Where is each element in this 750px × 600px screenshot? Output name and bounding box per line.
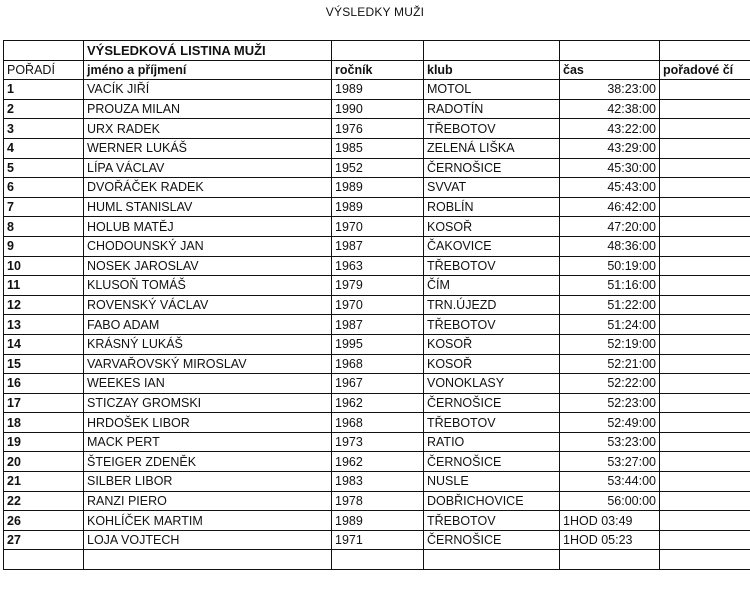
cell-order	[660, 295, 750, 315]
page-title: VÝSLEDKY MUŽI	[325, 5, 425, 19]
cell-club: SVVAT	[424, 178, 560, 198]
cell-name: NOSEK JAROSLAV	[84, 256, 332, 276]
table-row	[4, 432, 750, 452]
cell-rank: 8	[4, 217, 84, 237]
blank-cell	[424, 41, 560, 61]
cell-club: NUSLE	[424, 472, 560, 492]
table-row	[4, 530, 750, 550]
cell-club: ČERNOŠICE	[424, 530, 560, 550]
cell-club: RATIO	[424, 432, 560, 452]
cell-rank: 12	[4, 295, 84, 315]
blank-cell	[332, 550, 424, 570]
cell-order	[660, 197, 750, 217]
table-row	[4, 354, 750, 374]
cell-club: ČERNOŠICE	[424, 452, 560, 472]
cell-rank: 20	[4, 452, 84, 472]
list-heading-row	[4, 41, 750, 61]
table-row	[4, 158, 750, 178]
cell-year: 1962	[332, 393, 424, 413]
cell-order	[660, 119, 750, 139]
cell-year: 1970	[332, 217, 424, 237]
cell-club: ČAKOVICE	[424, 236, 560, 256]
blank-cell	[424, 550, 560, 570]
cell-order	[660, 256, 750, 276]
cell-order	[660, 138, 750, 158]
header-club: klub	[424, 60, 560, 80]
cell-year: 1985	[332, 138, 424, 158]
cell-order	[660, 472, 750, 492]
list-heading: VÝSLEDKOVÁ LISTINA MUŽI	[84, 41, 332, 61]
cell-order	[660, 276, 750, 296]
table-row	[4, 138, 750, 158]
cell-order	[660, 99, 750, 119]
cell-club: TRN.ÚJEZD	[424, 295, 560, 315]
cell-club: TŘEBOTOV	[424, 256, 560, 276]
cell-name: LOJA VOJTECH	[84, 530, 332, 550]
table-row	[4, 491, 750, 511]
cell-year: 1979	[332, 276, 424, 296]
cell-time: 42:38:00	[560, 99, 660, 119]
table-row	[4, 315, 750, 335]
cell-club: ČERNOŠICE	[424, 158, 560, 178]
cell-order	[660, 511, 750, 531]
cell-name: MACK PERT	[84, 432, 332, 452]
cell-time: 52:49:00	[560, 413, 660, 433]
table-row	[4, 119, 750, 139]
cell-rank: 9	[4, 236, 84, 256]
cell-club: TŘEBOTOV	[424, 119, 560, 139]
table-row	[4, 452, 750, 472]
cell-year: 1970	[332, 295, 424, 315]
header-time: čas	[560, 60, 660, 80]
cell-time: 52:19:00	[560, 334, 660, 354]
table-row	[4, 197, 750, 217]
cell-name: WERNER LUKÁŠ	[84, 138, 332, 158]
empty-footer-row	[4, 550, 750, 570]
cell-name: URX RADEK	[84, 119, 332, 139]
cell-rank: 19	[4, 432, 84, 452]
cell-time: 45:30:00	[560, 158, 660, 178]
table-row	[4, 511, 750, 531]
cell-order	[660, 315, 750, 335]
blank-cell	[332, 41, 424, 61]
cell-order	[660, 80, 750, 100]
cell-year: 1987	[332, 236, 424, 256]
cell-club: TŘEBOTOV	[424, 511, 560, 531]
cell-rank: 4	[4, 138, 84, 158]
cell-year: 1990	[332, 99, 424, 119]
cell-time: 46:42:00	[560, 197, 660, 217]
cell-time: 38:23:00	[560, 80, 660, 100]
cell-time: 1HOD 05:23	[560, 530, 660, 550]
cell-name: RANZI PIERO	[84, 491, 332, 511]
cell-name: SILBER LIBOR	[84, 472, 332, 492]
cell-rank: 11	[4, 276, 84, 296]
cell-time: 52:23:00	[560, 393, 660, 413]
cell-club: KOSOŘ	[424, 354, 560, 374]
cell-club: ZELENÁ LIŠKA	[424, 138, 560, 158]
cell-club: VONOKLASY	[424, 374, 560, 394]
cell-time: 45:43:00	[560, 178, 660, 198]
cell-name: KRÁSNÝ LUKÁŠ	[84, 334, 332, 354]
cell-rank: 18	[4, 413, 84, 433]
cell-time: 52:22:00	[560, 374, 660, 394]
cell-order	[660, 334, 750, 354]
cell-rank: 22	[4, 491, 84, 511]
header-row	[4, 60, 750, 80]
cell-rank: 5	[4, 158, 84, 178]
table-row	[4, 80, 750, 100]
blank-cell	[660, 41, 750, 61]
cell-club: TŘEBOTOV	[424, 413, 560, 433]
cell-club: ČÍM	[424, 276, 560, 296]
cell-name: PROUZA MILAN	[84, 99, 332, 119]
table-row	[4, 178, 750, 198]
table-row	[4, 374, 750, 394]
cell-order	[660, 236, 750, 256]
cell-club: MOTOL	[424, 80, 560, 100]
cell-club: ČERNOŠICE	[424, 393, 560, 413]
cell-rank: 14	[4, 334, 84, 354]
cell-year: 1983	[332, 472, 424, 492]
cell-order	[660, 217, 750, 237]
cell-time: 53:27:00	[560, 452, 660, 472]
cell-year: 1962	[332, 452, 424, 472]
cell-rank: 10	[4, 256, 84, 276]
cell-time: 52:21:00	[560, 354, 660, 374]
cell-rank: 3	[4, 119, 84, 139]
cell-time: 48:36:00	[560, 236, 660, 256]
cell-year: 1987	[332, 315, 424, 335]
cell-rank: 26	[4, 511, 84, 531]
cell-name: HRDOŠEK LIBOR	[84, 413, 332, 433]
cell-order	[660, 452, 750, 472]
cell-name: STICZAY GROMSKI	[84, 393, 332, 413]
cell-order	[660, 354, 750, 374]
cell-time: 53:23:00	[560, 432, 660, 452]
cell-time: 43:22:00	[560, 119, 660, 139]
cell-time: 51:24:00	[560, 315, 660, 335]
cell-name: WEEKES IAN	[84, 374, 332, 394]
table-row	[4, 217, 750, 237]
table-row	[4, 413, 750, 433]
cell-year: 1968	[332, 413, 424, 433]
blank-cell	[660, 550, 750, 570]
cell-name: CHODOUNSKÝ JAN	[84, 236, 332, 256]
cell-name: DVOŘÁČEK RADEK	[84, 178, 332, 198]
cell-club: KOSOŘ	[424, 217, 560, 237]
cell-order	[660, 413, 750, 433]
cell-rank: 16	[4, 374, 84, 394]
cell-year: 1989	[332, 80, 424, 100]
cell-year: 1989	[332, 197, 424, 217]
blank-cell	[560, 41, 660, 61]
blank-cell	[560, 550, 660, 570]
header-name: jméno a příjmení	[84, 60, 332, 80]
cell-name: LÍPA VÁCLAV	[84, 158, 332, 178]
cell-year: 1989	[332, 178, 424, 198]
cell-club: DOBŘICHOVICE	[424, 491, 560, 511]
cell-time: 53:44:00	[560, 472, 660, 492]
table-row	[4, 256, 750, 276]
cell-time: 43:29:00	[560, 138, 660, 158]
table-row	[4, 472, 750, 492]
blank-cell	[4, 550, 84, 570]
cell-name: KOHLÍČEK MARTIM	[84, 511, 332, 531]
cell-time: 50:19:00	[560, 256, 660, 276]
cell-order	[660, 393, 750, 413]
cell-rank: 13	[4, 315, 84, 335]
cell-club: TŘEBOTOV	[424, 315, 560, 335]
cell-year: 1952	[332, 158, 424, 178]
table-row	[4, 99, 750, 119]
cell-name: HOLUB MATĚJ	[84, 217, 332, 237]
cell-order	[660, 530, 750, 550]
cell-time: 51:22:00	[560, 295, 660, 315]
cell-order	[660, 374, 750, 394]
cell-rank: 15	[4, 354, 84, 374]
header-year: ročník	[332, 60, 424, 80]
table-row	[4, 276, 750, 296]
results-table	[3, 40, 750, 570]
cell-order	[660, 432, 750, 452]
cell-name: VARVAŘOVSKÝ MIROSLAV	[84, 354, 332, 374]
cell-year: 1976	[332, 119, 424, 139]
cell-order	[660, 178, 750, 198]
cell-year: 1973	[332, 432, 424, 452]
cell-rank: 17	[4, 393, 84, 413]
cell-club: ROBLÍN	[424, 197, 560, 217]
cell-year: 1968	[332, 354, 424, 374]
cell-time: 51:16:00	[560, 276, 660, 296]
header-rank: POŘADÍ	[4, 60, 84, 80]
cell-year: 1989	[332, 511, 424, 531]
table-row	[4, 236, 750, 256]
cell-name: KLUSOŇ TOMÁŠ	[84, 276, 332, 296]
cell-name: VACÍK JIŘÍ	[84, 80, 332, 100]
header-order: pořadové čí	[660, 60, 750, 80]
cell-rank: 27	[4, 530, 84, 550]
cell-club: KOSOŘ	[424, 334, 560, 354]
cell-time: 1HOD 03:49	[560, 511, 660, 531]
cell-time: 56:00:00	[560, 491, 660, 511]
cell-year: 1963	[332, 256, 424, 276]
cell-name: ROVENSKÝ VÁCLAV	[84, 295, 332, 315]
table-row	[4, 295, 750, 315]
cell-rank: 2	[4, 99, 84, 119]
cell-club: RADOTÍN	[424, 99, 560, 119]
cell-name: HUML STANISLAV	[84, 197, 332, 217]
cell-year: 1967	[332, 374, 424, 394]
blank-cell	[84, 550, 332, 570]
cell-order	[660, 491, 750, 511]
cell-order	[660, 158, 750, 178]
cell-rank: 21	[4, 472, 84, 492]
cell-name: ŠTEIGER ZDENĚK	[84, 452, 332, 472]
cell-time: 47:20:00	[560, 217, 660, 237]
table-row	[4, 334, 750, 354]
cell-rank: 1	[4, 80, 84, 100]
cell-year: 1995	[332, 334, 424, 354]
cell-year: 1971	[332, 530, 424, 550]
cell-name: FABO ADAM	[84, 315, 332, 335]
cell-rank: 6	[4, 178, 84, 198]
table-row	[4, 393, 750, 413]
cell-year: 1978	[332, 491, 424, 511]
blank-cell	[4, 41, 84, 61]
cell-rank: 7	[4, 197, 84, 217]
